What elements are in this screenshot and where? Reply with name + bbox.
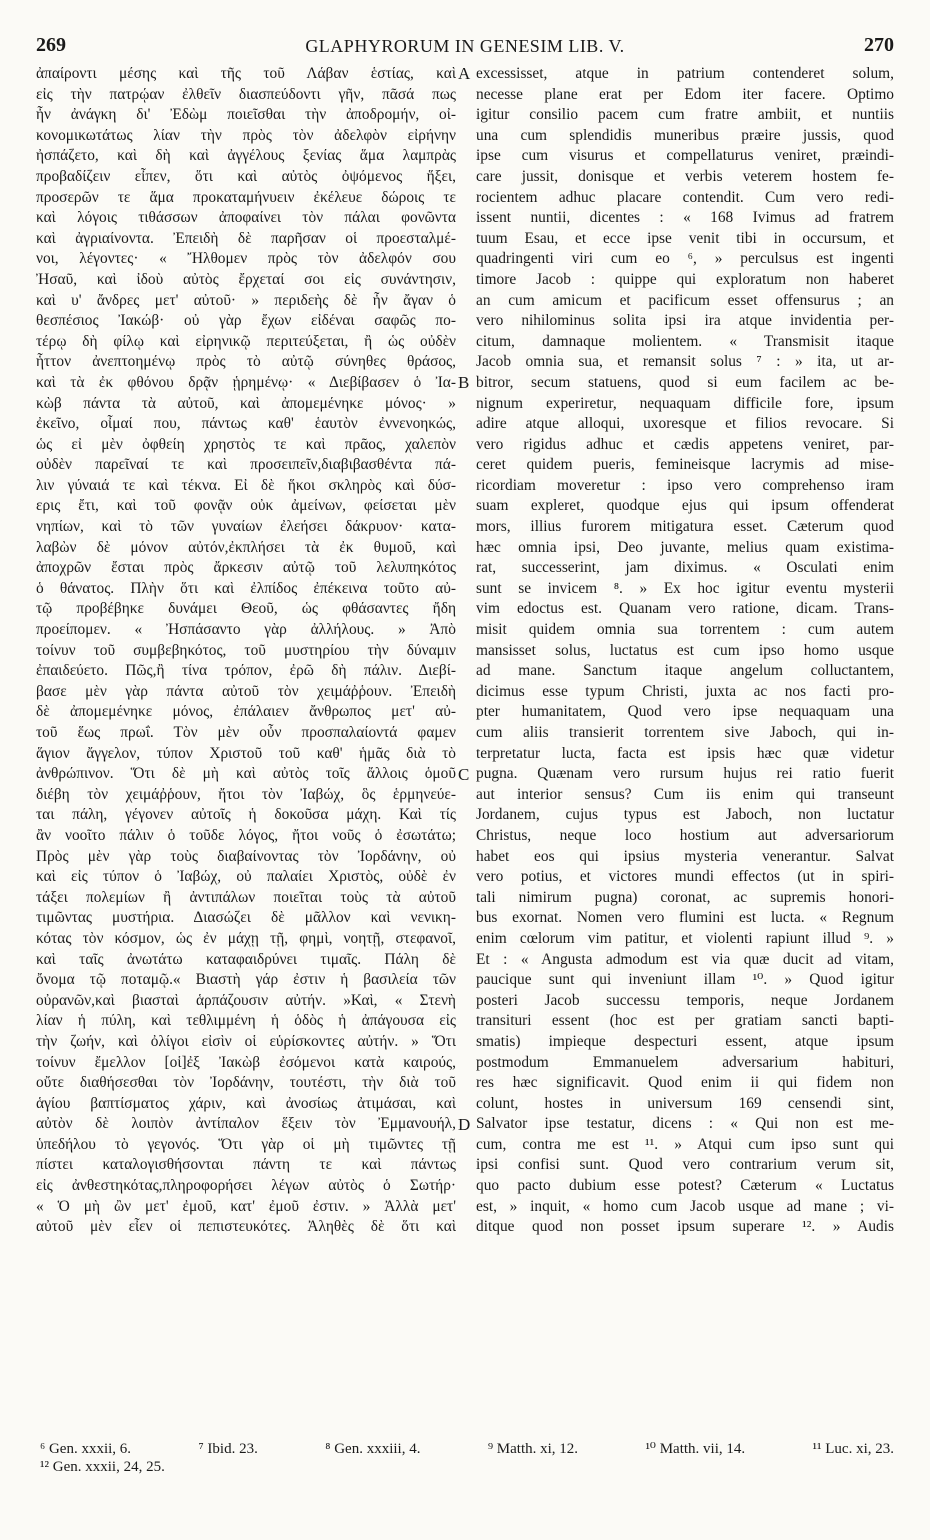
latin-text-line: ipsi confisi sunt. Quod vero contrarium verum sit,	[476, 1156, 894, 1174]
greek-text-line: τοίνυν τοῦ συμβεβηκότος, τοῦ μυστηρίου τὴν δύναμιν	[36, 641, 456, 659]
latin-text-line: vero potius, et victores mundi effectos (ut in spiri-	[476, 868, 894, 886]
latin-text-line: tuum Esau, et ecce ipse venit tibi in occursum, et	[476, 229, 894, 247]
latin-text-line: transituri essent (hoc est per gratiam sancti bapti-	[476, 1012, 894, 1030]
greek-text-line: καὶ λόγοις τιθάσσων ἀποφαίνει τὸν πάλαι φονῶντα	[36, 209, 456, 227]
footnote: ¹² Gen. xxxii, 24, 25.	[40, 1459, 165, 1475]
latin-text-line: citum, damnaque molientem. « Transmisit itaque	[476, 332, 894, 350]
latin-text-line: Salvator ipse testatur, dicens : « Qui non est me-	[476, 1115, 894, 1133]
greek-text-line: κὼβ πάντα τὰ αὐτοῦ, καὶ ἀπομεμένηκε μόνος· »	[36, 394, 456, 412]
greek-text-line: πίστει καταλογισθήσονται πάντη τε καὶ πάντως	[36, 1156, 456, 1174]
latin-text-line: rat, successerint, jam diximus. « Osculati enim	[476, 559, 894, 577]
latin-text-line: ipse cum visurus et compellaturus veniret, præindi-	[476, 147, 894, 165]
greek-text-line: διέβη τὸν χειμάῤῥουν, ἤτοι τὸν Ἰαβώχ, ὃς ἑρμηνεύε-	[36, 785, 456, 803]
latin-text-line: quo pacto dubium esse potest? Cæterum « Luctatus	[476, 1177, 894, 1195]
latin-text-line: issent nuntii, dicentes : « 168 Ivimus ad fratrem	[476, 209, 894, 227]
latin-text-line: posteri Jacob successu temporis, neque Jordanem	[476, 991, 894, 1009]
footnote: ⁷ Ibid. 23.	[198, 1441, 258, 1457]
latin-text-line: Christus, neque loco hostium aut adversariorum	[476, 826, 894, 844]
greek-text-line: ἀποχρῶν ἔσται πρὸς ἄρκεσιν αὐτῷ τοῦ λελυπηκότος	[36, 559, 456, 577]
footnote: ¹⁰ Matth. vii, 14.	[645, 1441, 746, 1457]
greek-text-line: ἀνθρώπινον. Ὅτι δὲ μὴ καὶ αὐτὸς τοῖς ἄλλοις ὁμοῦ	[36, 765, 456, 783]
page-header	[36, 34, 894, 60]
greek-text-line: τιμῶντας μυστήρια. Διασώζει δὲ μᾶλλον καὶ νενικη-	[36, 909, 456, 927]
latin-column	[476, 64, 894, 1238]
latin-text-line: ceret quidem pueris, femineisque lacrymis ad mise-	[476, 456, 894, 474]
greek-text-line: καὶ υ' ἄνδρες μετ' αὐτοῦ· » περιδεὴς δὲ ἦν ἄγαν ὁ	[36, 291, 456, 309]
latin-text-line: quadringenti viri cum eo ⁶, » perculsus est ingenti	[476, 250, 894, 268]
latin-text-line: ricordiam moveretur : ipso vero comprehenso iram	[476, 476, 894, 494]
greek-text-line: αὐτοῦ μὲν εἶεν οἱ πεπιστευκότες. Ἀληθὲς δὲ ὅτι καὶ	[36, 1218, 456, 1236]
greek-text-line: ἁγίου βαπτίσματος χάριν, καὶ ἀνοσίως ἀτιμάσαι, καὶ	[36, 1094, 456, 1112]
margin-letter-c: C	[458, 765, 470, 784]
footnote-row	[40, 1440, 894, 1458]
greek-text-line: εἰς τὴν πατρῴαν ἐλθεῖν διασπεύδοντι γῆν, πᾶσά πως	[36, 85, 456, 103]
latin-text-line: bitror, secum statuens, quod si eum facilem ac be-	[476, 373, 894, 391]
latin-text-line: res hæc significavit. Quod enim ii qui fidem non	[476, 1074, 894, 1092]
greek-text-line: βασε μὲν γὰρ πάντα αὐτοῦ τὸν χειμάῤῥουν. Ἐπειδὴ	[36, 682, 456, 700]
greek-text-line: τοίνυν ἔμελλον [οἱ]ἐξ Ἰακὼβ ἐσόμενοι κατὰ καιρούς,	[36, 1053, 456, 1071]
greek-text-line: οὔτε διαθήσεσθαι τὸν Ἰορδάνην, τουτέστι, τὴν διὰ τοῦ	[36, 1074, 456, 1092]
greek-text-line: ὁ θάνατος. Πλὴν ὅτι καὶ ἐλπίδος ἐπέκεινα τοῦτο αὐ-	[36, 579, 456, 597]
greek-text-line: Πρὸς μὲν γὰρ τοὺς διαβαίνοντας τὸν Ἰορδάνην, οὐ	[36, 847, 456, 865]
greek-text-line: κότας τὸν κόσμον, ὡς ἐν μάχῃ τῇ, φημὶ, νοητῇ, στεφανοῖ,	[36, 929, 456, 947]
latin-text-line: cum, contra me est ¹¹. » Atqui cum ipso sunt qui	[476, 1135, 894, 1153]
latin-text-line: una cum splendidis muneribus præire jussis, quod	[476, 126, 894, 144]
latin-text-line: habet eos qui ipsius mysteria venerantur. Salvat	[476, 847, 894, 865]
latin-text-line: enim cœlorum vim patitur, et violenti rapiunt illud ⁹. »	[476, 929, 894, 947]
latin-text-line: ad mane. Sanctum itaque angelum colluctantem,	[476, 662, 894, 680]
latin-text-line: terpretatur lucta, facta est ipsis hæc quæ videtur	[476, 744, 894, 762]
greek-text-line: λαβὼν δὲ μόνον αὐτόν,ἐκπλήσει τὰ ἐκ θυμοῦ, καὶ	[36, 538, 456, 556]
latin-text-line: sunt se invicem ⁸. » Ex hoc igitur eventu mysterii	[476, 579, 894, 597]
latin-text-line: cum aliis transierit torrentem sive Jaboch, qui in-	[476, 724, 894, 741]
latin-text-line: timore Jacob : quippe qui exploratum non haberet	[476, 270, 894, 288]
latin-text-line: smatis) impieque despecturi essent, atque ipsum	[476, 1032, 894, 1050]
greek-text-line: λιν γύναιά τε καὶ τέκνα. Εἰ δὲ ἥκοι σκληρὸς καὶ δύσ-	[36, 476, 456, 494]
latin-text-line: care jussit, donisque et verbis veterem hostem fe-	[476, 167, 894, 185]
greek-text-line: νηπίων, καὶ τὸ τῶν γυναίων ἐλεήσει δάκρυον· κατα-	[36, 518, 456, 536]
greek-text-line: κονομικωτάτως λίαν τὴν πρὸς τὸν ἀδελφὸν εἰρήνην	[36, 126, 456, 144]
greek-column	[36, 64, 456, 1238]
margin-letter-a: A	[458, 64, 471, 83]
greek-text-line: τοῦ ἕως πρωΐ. Τὸν μὲν οὖν προσπαλαίοντά φαμεν	[36, 724, 456, 741]
greek-text-line: ται πάλη, γέγονεν αὐτοῖς ἡ δοκοῦσα μάχη. Καὶ τίς	[36, 806, 456, 824]
greek-text-line: δὲ ἀπομεμένηκε μόνος, ἐπάλαιεν ἄνθρωπος μετ' αὐ-	[36, 703, 456, 721]
greek-text-line: καὶ ταῖς ἀνωτάτω καταφαιδρύνει τιμαῖς. Πάλη δὲ	[36, 950, 456, 968]
page-number-right: 270	[864, 34, 894, 56]
greek-text-line: ἂν νοοῖτο πάλιν ὁ τοῦδε λόγος, ἤτοι νοῦς ὁ ἐσωτάτω;	[36, 826, 456, 844]
greek-text-line: τῷ προβέβηκε δυνάμει Θεοῦ, ὡς φθάσαντες ἤδη	[36, 600, 456, 618]
footnote: ¹¹ Luc. xi, 23.	[812, 1441, 894, 1457]
greek-text-line: νοι, λέγοντες· « Ἤλθομεν πρὸς τὸν ἀδελφόν σου	[36, 250, 456, 268]
latin-text-line: igitur consilio pacem cum fratre ambiit, et nuntiis	[476, 106, 894, 124]
greek-text-line: καὶ ἀγριαίνοντα. Ἐπειδὴ δὲ παρῆσαν οἱ προεσταλμέ-	[36, 229, 456, 247]
greek-text-line: οὐδὲν παρεῖναί τε καὶ προσειπεῖν,διαβιβασθέντα πά-	[36, 456, 456, 474]
latin-text-line: mors, illius furorem mitigatura esset. Cæterum quod	[476, 518, 894, 536]
greek-text-line: τέρῳ δὴ φίλῳ καὶ εἰρηνικῷ περιτεύξεται, ἢ ὡς οὐδὲν	[36, 332, 456, 350]
footnotes	[40, 1440, 894, 1476]
footnote: ⁶ Gen. xxxii, 6.	[40, 1441, 132, 1457]
greek-text-line: καὶ εἰς τύπον ὁ Ἰαβώχ, οὐ παλαίει Χριστὸς, οὐδὲ ἐν	[36, 868, 456, 886]
greek-text-line: προείπομεν. « Ἠσπάσαντο γὰρ ἀλλήλους. » Ἀπὸ	[36, 621, 456, 639]
greek-text-line: ὄνομα τῷ ποταμῷ.« Βιαστὴ γάρ ἐστιν ἡ βασιλεία τῶν	[36, 971, 456, 989]
latin-text-line: an cum amicum et pacificum esset offensurus ; an	[476, 291, 894, 309]
latin-text-line: colunt, hostes in universum 169 censendi sint,	[476, 1094, 894, 1112]
latin-text-line: aut interior sensus? Cum iis enim qui transeunt	[476, 785, 894, 803]
greek-text-line: ἠσπάζετο, καὶ δὴ καὶ ἀγγέλους ξενίας ἅμα λαμπρὰς	[36, 147, 456, 165]
greek-text-line: ὑπεδήλου τὸ γεγονός. Ὅτι γὰρ οἱ μὴ τιμῶντες τῇ	[36, 1135, 456, 1153]
latin-text-line: hæc omnia ipsi, Deo juvante, melius quam existima-	[476, 538, 894, 556]
latin-text-line: vero nihilominus solita ipsi ira atque invidentia per-	[476, 312, 894, 330]
greek-text-line: ἅγιον ἄγγελον, τύπον Χριστοῦ τοῦ καθ' ἡμᾶς διὰ τὸ	[36, 744, 456, 762]
latin-text-line: vero rigidus adhuc et cædis appetens veniret, par-	[476, 435, 894, 453]
margin-letter-b: B	[458, 373, 470, 392]
latin-text-line: pter humanitatem, Quod vero ipse nequaquam una	[476, 703, 894, 721]
greek-text-line: αὐτὸν δὲ λοιπὸν ἀντίπαλον ἕξειν τὸν Ἐμμανουήλ,	[36, 1115, 456, 1133]
greek-text-line: ὡς εἰ μὲν ὀφθείη χρηστὸς τε καὶ πρᾶος, χαλεπὸν	[36, 435, 456, 453]
latin-text-line: rocientem adhuc placare contendit. Cum vero redi-	[476, 188, 894, 206]
page-number-left: 269	[36, 34, 66, 56]
greek-text-line: προβαδίζειν εἶπεν, ὅτι καὶ αὐτὸς ὀψόμενος ἥξει,	[36, 167, 456, 185]
greek-text-line: ἐκεῖνο, οἶμαί που, πάντως καθ' ἑαυτὸν ἐννενοηκώς,	[36, 415, 456, 433]
running-title: GLAPHYRORUM IN GENESIM LIB. V.	[305, 36, 625, 56]
latin-text-line: suam expleret, quodque ejus qui ipsum offenderat	[476, 497, 894, 515]
greek-text-line: τάξει πολεμίων ἢ ἀντιπάλων ποιεῖται τοὺς τὰ αὐτοῦ	[36, 888, 456, 906]
latin-text-line: necesse plane erat per Edom iter facere. Optimo	[476, 85, 894, 103]
latin-text-line: excessisset, atque in patrium contenderet solum,	[476, 65, 894, 82]
latin-text-line: nignum experiretur, nequaquam difficile fore, ipsum	[476, 394, 894, 412]
latin-text-line: mansisset solus, luctatus est cum ipso homo usque	[476, 641, 894, 659]
greek-text-line: ἧττον ἀνεπτοημένῳ πρὸς τὸ αὐτῷ σύνηθες θράσος,	[36, 353, 456, 371]
footnote: ⁹ Matth. xi, 12.	[487, 1441, 579, 1457]
latin-text-line: vim edoctus est. Quanam vero ratione, dicam. Trans-	[476, 600, 894, 618]
latin-text-line: postmodum Emmanuelem adversarium habituri,	[476, 1053, 894, 1071]
greek-text-line: ἐπαιδεύετο. Πῶς,ἢ τίνα τρόπον, ἐρῶ δὴ πάλιν. Διεβί-	[36, 662, 456, 680]
greek-text-line: θεσπέσιος Ἰακώβ· οὐ γὰρ ἔχων εἰδέναι σαφῶς πο-	[36, 312, 456, 330]
footnote: ⁸ Gen. xxxiii, 4.	[325, 1441, 421, 1457]
greek-text-line: ἀπαίροντι μέσης καὶ τῆς τοῦ Λάβαν ἑστίας, καὶ	[36, 65, 456, 82]
greek-text-line: τὴν ζωήν, καὶ ὀλίγοι εἰσὶν οἱ εὑρίσκοντες αὐτήν. » Ὅτι	[36, 1032, 456, 1050]
greek-text-line: οὐρανῶν,καὶ βιασταὶ ἁρπάζουσιν αὐτήν. »Καὶ, « Στενὴ	[36, 991, 456, 1009]
greek-text-line: « Ὁ μὴ ὢν μετ' ἐμοῦ, κατ' ἐμοῦ ἐστιν. » Ἀλλὰ μετ'	[36, 1197, 456, 1215]
latin-text-line: ditque quod non posset ipsum superare ¹². » Audis	[476, 1218, 894, 1236]
latin-text-line: pugna. Quænam vero rursum hujus rei ratio fuerit	[476, 765, 894, 783]
latin-text-line: tali nimirum pugna) coronat, ac supremis honori-	[476, 888, 894, 906]
greek-text-line: ἦν ἀνάγκη δι' Ἐδὼμ ποιεῖσθαι τὴν ἀποδρομήν, οἰ-	[36, 106, 456, 124]
latin-text-line: dicimus esse typum Christi, juxta ac nos facti pro-	[476, 682, 894, 700]
latin-text-line: adire atque alloqui, uxoresque et filios revocare. Si	[476, 415, 894, 433]
latin-text-line: Et : « Angusta admodum est via quæ ducit ad vitam,	[476, 950, 894, 968]
greek-text-line: προσερῶν τε ἅμα προκαταμήνυειν ἐκέλευε δώροις τε	[36, 188, 456, 206]
greek-text-line: λίαν ἡ πύλη, καὶ τεθλιμμένη ἡ ὁδὸς ἡ ἀπάγουσα εἰς	[36, 1012, 456, 1030]
latin-text-line: Jordanem, cujus typus est Jaboch, non luctatur	[476, 806, 894, 824]
latin-text-line: bus exornat. Nomen vero flumini est lucta. « Regnum	[476, 909, 894, 927]
footnote-row	[40, 1458, 894, 1476]
greek-text-line: εἰς ἀνθεστηκότας,πληροφορήσει λέγων αὐτὸς ὁ Σωτήρ·	[36, 1177, 456, 1195]
latin-text-line: est, » inquit, « homo cum Jacob usque ad mane ; vi-	[476, 1197, 894, 1215]
latin-text-line: misit quidem omnia sua torrentem : cum autem	[476, 621, 894, 639]
greek-text-line: καὶ τὰ ἐκ φθόνου δρᾷν ᾑρημένῳ· « Διεβίβασεν ὁ Ἰα-	[36, 373, 456, 391]
greek-text-line: ερις ἔτι, καὶ τοῦ φονᾷν οὐκ ἀμείνων, φείσεται μὲν	[36, 497, 456, 515]
latin-text-line: Jacob omnia sua, et remansit solus ⁷ : » ita, ut ar-	[476, 353, 894, 371]
greek-text-line: Ἠσαῦ, καὶ ἰδοὺ αὐτὸς ἔρχεταί σοι εἰς συνάντησιν,	[36, 270, 456, 288]
margin-letter-d: D	[458, 1115, 471, 1134]
latin-text-line: paucique sunt qui inveniunt illam ¹⁰. » Quod igitur	[476, 971, 894, 989]
